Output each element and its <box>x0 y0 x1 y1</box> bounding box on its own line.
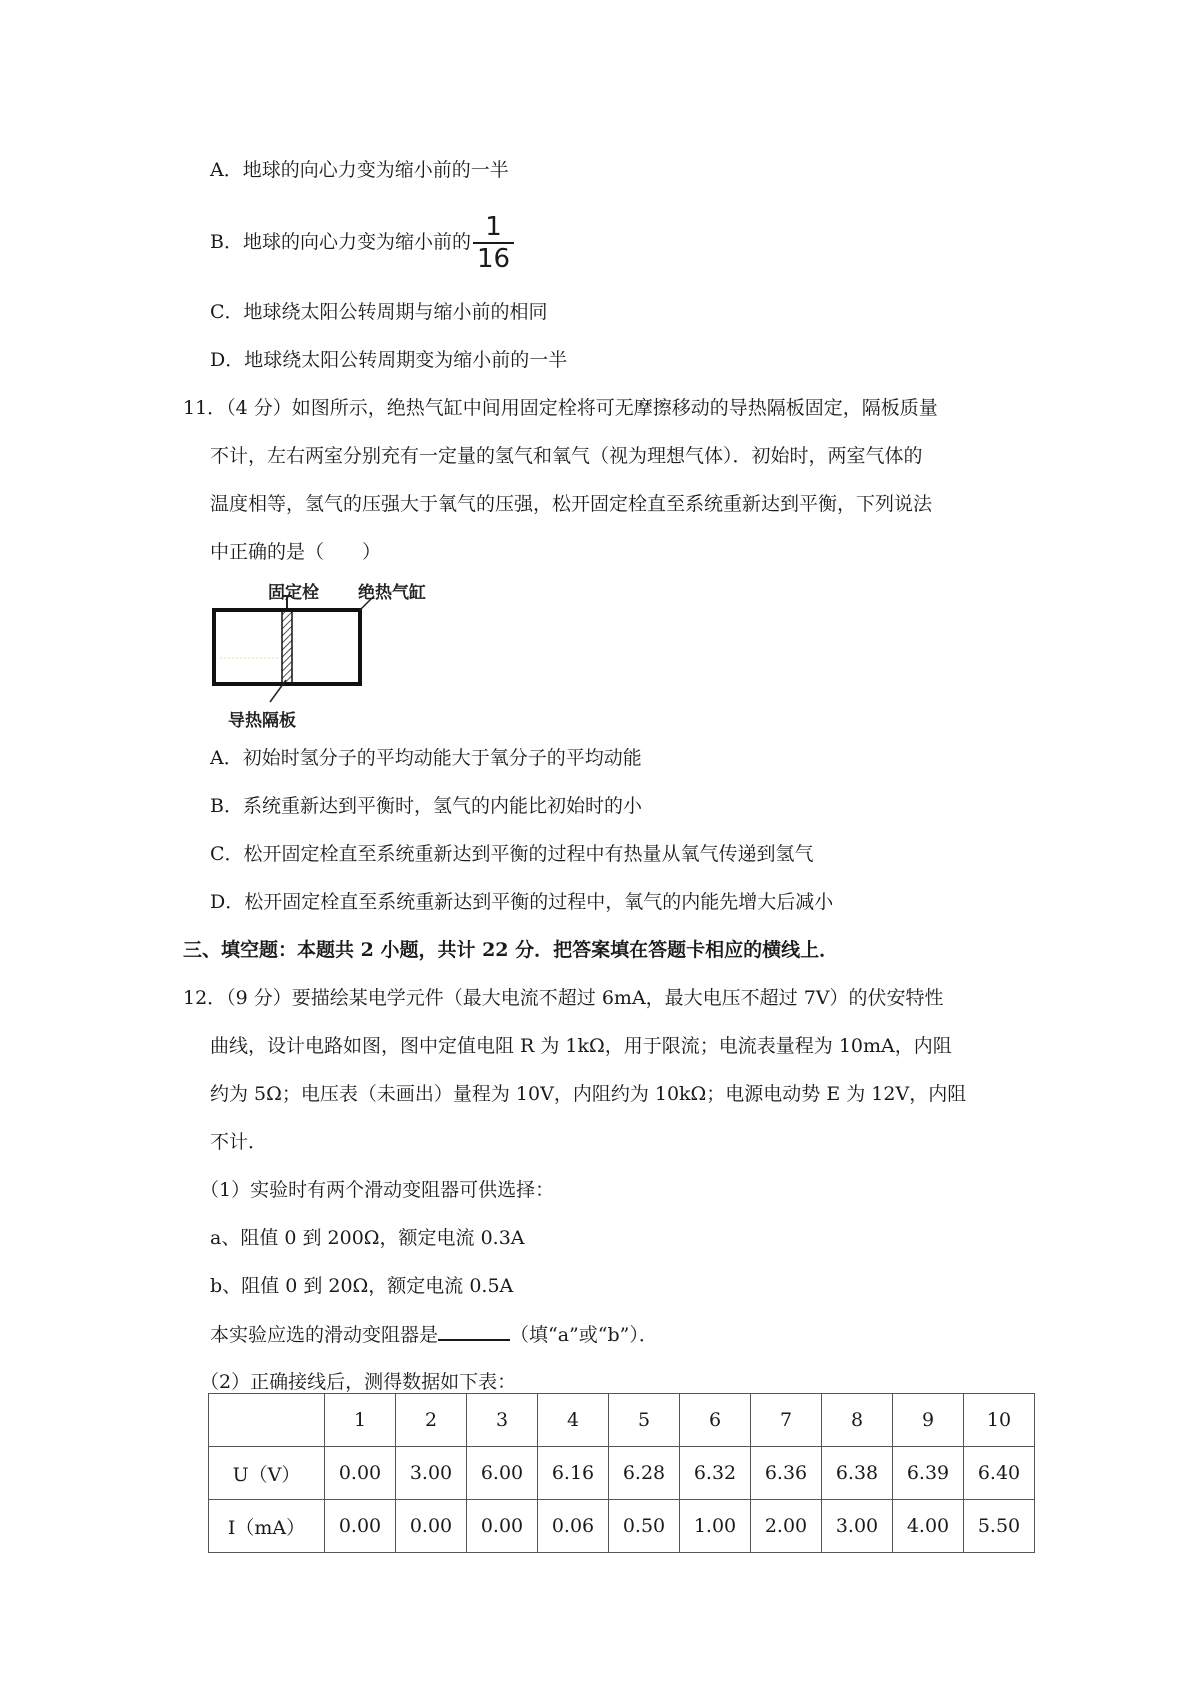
label-adiabatic-cylinder: 绝热气缸 <box>358 583 426 603</box>
table-header-cell: 3 <box>467 1394 538 1447</box>
table-header-cell: 5 <box>609 1394 680 1447</box>
table-header-cell: 10 <box>964 1394 1035 1447</box>
table-cell: 0.00 <box>325 1447 396 1500</box>
table-cell: 0.00 <box>396 1500 467 1553</box>
label-fixed-pin: 固定栓 <box>268 583 319 603</box>
table-cell: 0.06 <box>538 1500 609 1553</box>
table-cell: 6.40 <box>964 1447 1035 1500</box>
fraction-denominator: 16 <box>476 244 511 274</box>
q10-option-b-text: B．地球的向心力变为缩小前的 <box>210 231 471 253</box>
q11-option-b: B．系统重新达到平衡时，氢气的内能比初始时的小 <box>210 795 642 817</box>
table-header-row <box>209 1394 1035 1447</box>
label-partition-plate: 导热隔板 <box>228 711 296 731</box>
table-cell: 6.38 <box>822 1447 893 1500</box>
table-header-cell: 4 <box>538 1394 609 1447</box>
cylinder-leader <box>360 596 374 610</box>
table-cell: 0.00 <box>325 1500 396 1553</box>
table-cell: 4.00 <box>893 1500 964 1553</box>
q11-stem-line-2: 不计，左右两室分别充有一定量的氢气和氧气（视为理想气体）．初始时，两室气体的 <box>210 445 923 467</box>
q12-part2: （2）正确接线后，测得数据如下表： <box>200 1371 517 1393</box>
answer-blank[interactable] <box>438 1319 510 1341</box>
data-table <box>208 1393 1035 1553</box>
table-cell: 6.36 <box>751 1447 822 1500</box>
table-header-cell: 2 <box>396 1394 467 1447</box>
section-heading: 三、填空题：本题共 2 小题，共计 22 分．把答案填在答题卡相应的横线上． <box>183 939 839 961</box>
answer-suffix: （填“a”或“b”）． <box>510 1324 658 1346</box>
table-cell: 0.50 <box>609 1500 680 1553</box>
table-row-label: U（V） <box>209 1447 325 1500</box>
table-row <box>209 1447 1035 1500</box>
q12-stem-line-4: 不计． <box>210 1131 268 1153</box>
table-header-cell: 8 <box>822 1394 893 1447</box>
q12-stem-line-3: 约为 5Ω；电压表（未画出）量程为 10V，内阻约为 10kΩ；电源电动势 E 为 12V，内阻 <box>210 1083 967 1105</box>
q12-part1: （1）实验时有两个滑动变阻器可供选择： <box>200 1179 555 1201</box>
q11-option-a: A．初始时氢分子的平均动能大于氧分子的平均动能 <box>210 747 642 769</box>
q11-option-c: C．松开固定栓直至系统重新达到平衡的过程中有热量从氧气传递到氢气 <box>210 843 814 865</box>
table-cell: 0.00 <box>467 1500 538 1553</box>
q12-answer-line <box>210 1319 658 1349</box>
q12-choice-b: b、阻值 0 到 20Ω，额定电流 0.5A <box>210 1275 514 1297</box>
partition-plate <box>282 610 292 684</box>
table-cell: 6.28 <box>609 1447 680 1500</box>
table-cell: 3.00 <box>396 1447 467 1500</box>
table-cell: 3.00 <box>822 1500 893 1553</box>
fraction-numerator: 1 <box>473 212 514 244</box>
q11-stem-line-3: 温度相等，氢气的压强大于氧气的压强，松开固定栓直至系统重新达到平衡，下列说法 <box>210 493 933 515</box>
table-cell: 6.16 <box>538 1447 609 1500</box>
q11-stem-line-1: 11．（4 分）如图所示，绝热气缸中间用固定栓将可无摩擦移动的导热隔板固定，隔板质量 <box>183 397 938 419</box>
table-header-cell <box>209 1394 325 1447</box>
q11-option-d: D．松开固定栓直至系统重新达到平衡的过程中，氧气的内能先增大后减小 <box>210 891 834 913</box>
table-cell: 2.00 <box>751 1500 822 1553</box>
table-header-cell: 6 <box>680 1394 751 1447</box>
q10-option-b <box>210 212 514 272</box>
table-cell: 6.32 <box>680 1447 751 1500</box>
table-cell: 6.00 <box>467 1447 538 1500</box>
cylinder-figure <box>206 570 446 730</box>
table-header-cell: 1 <box>325 1394 396 1447</box>
answer-prefix: 本实验应选的滑动变阻器是 <box>210 1324 439 1346</box>
table-cell: 5.50 <box>964 1500 1035 1553</box>
q12-stem-line-1: 12．（9 分）要描绘某电学元件（最大电流不超过 6mA，最大电压不超过 7V）的伏安特性 <box>183 987 944 1009</box>
table-cell: 6.39 <box>893 1447 964 1500</box>
q11-stem-line-4: 中正确的是（ ） <box>210 541 382 563</box>
fraction <box>473 212 514 274</box>
table-row <box>209 1500 1035 1553</box>
q10-option-c: C．地球绕太阳公转周期与缩小前的相同 <box>210 301 548 323</box>
q12-choice-a: a、阻值 0 到 200Ω，额定电流 0.3A <box>210 1227 525 1249</box>
table-header-cell: 9 <box>893 1394 964 1447</box>
table-cell: 1.00 <box>680 1500 751 1553</box>
table-header-cell: 7 <box>751 1394 822 1447</box>
q12-stem-line-2: 曲线，设计电路如图，图中定值电阻 R 为 1kΩ，用于限流；电流表量程为 10mA，内阻 <box>210 1035 952 1057</box>
q10-option-d: D．地球绕太阳公转周期变为缩小前的一半 <box>210 349 568 371</box>
table-row-label: I（mA） <box>209 1500 325 1553</box>
q10-option-a: A．地球的向心力变为缩小前的一半 <box>210 159 509 181</box>
